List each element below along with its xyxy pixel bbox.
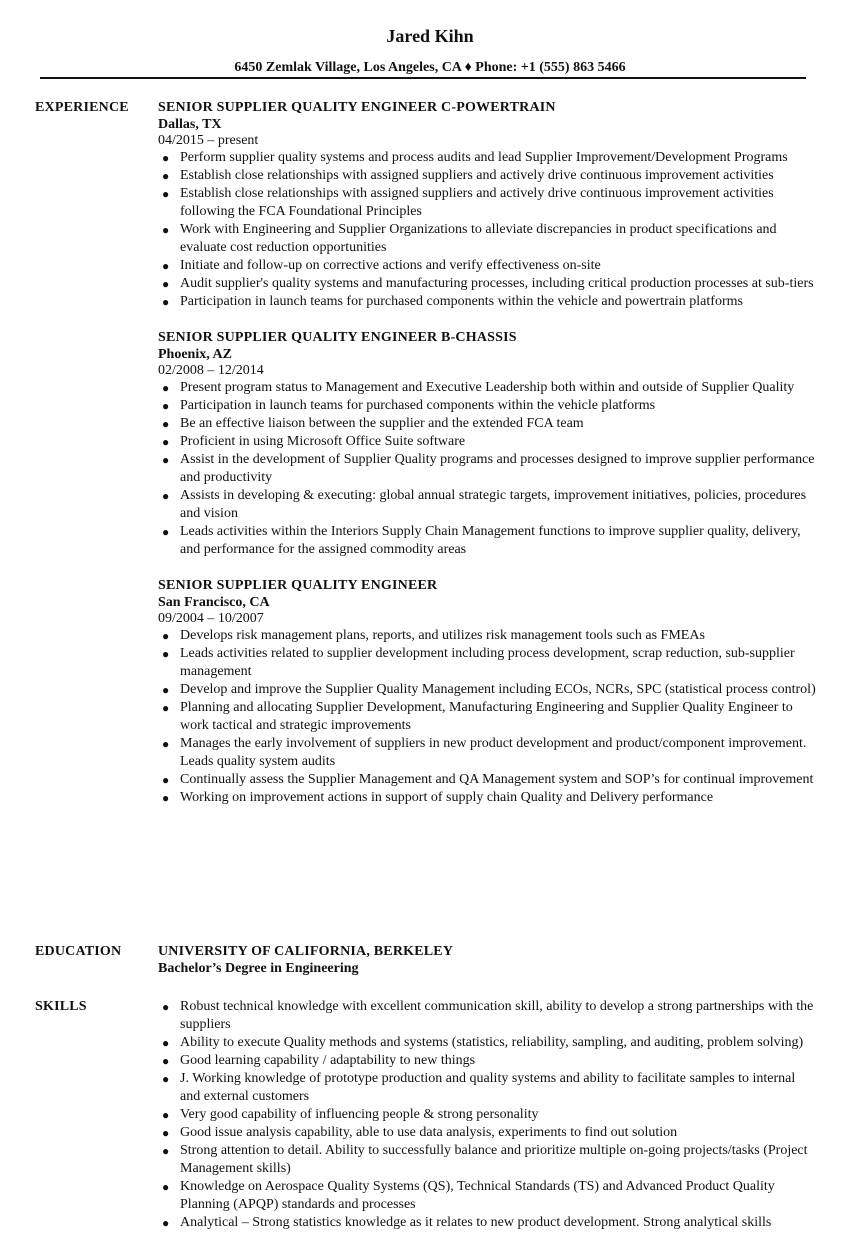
bullet-icon: ● xyxy=(162,791,170,805)
job-entry xyxy=(158,577,818,807)
bullet-item: ● Audit supplier's quality systems and manufacturing processes, including critical production processes at sub-tiers xyxy=(162,276,814,291)
contact-line: 6450 Zemlak Village, Los Angeles, CA ♦ Phone: +1 (555) 863 5466 xyxy=(234,60,626,75)
skill-item: ● Ability to execute Quality methods and systems (statistics, reliability, sampling, and auditing, problem solving) xyxy=(162,1035,804,1050)
bullet-item: ● Perform supplier quality systems and process audits and lead Supplier Improvement/Development Programs xyxy=(162,150,788,165)
education-body xyxy=(158,943,818,977)
bullet-icon: ● xyxy=(162,1000,170,1014)
bullet-item: ● Assists in developing & executing: global annual strategic targets, improvement initiatives, policies, procedures and vision xyxy=(162,488,807,521)
job-location: Dallas, TX xyxy=(158,117,222,132)
bullet-item: ● Assist in the development of Supplier Quality programs and processes designed to improve supplier performance and productivity xyxy=(162,452,815,485)
bullet-item: ● Develop and improve the Supplier Quality Management including ECOs, NCRs, SPC (statistical process control) xyxy=(162,682,816,697)
job-title: SENIOR SUPPLIER QUALITY ENGINEER C-POWERTRAIN xyxy=(158,100,556,115)
job-entry xyxy=(158,329,818,559)
experience-heading: EXPERIENCE xyxy=(35,100,129,115)
skills-heading: SKILLS xyxy=(35,999,87,1014)
bullet-item: ● Establish close relationships with assigned suppliers and actively drive continuous improvement activities following the FCA Foundational Principles xyxy=(162,186,774,219)
bullet-icon: ● xyxy=(162,683,170,697)
job-dates: 09/2004 – 10/2007 xyxy=(158,611,264,626)
candidate-name: Jared Kihn xyxy=(386,26,474,46)
skills-body xyxy=(158,998,818,1232)
bullet-icon: ● xyxy=(162,525,170,539)
bullet-item: ● Leads activities related to supplier development including process development, scrap reduction, sub-supplier management xyxy=(162,646,795,679)
bullet-item: ● Initiate and follow-up on corrective actions and verify effectiveness on-site xyxy=(162,258,601,273)
bullet-item: ● Present program status to Management and Executive Leadership both within and outside of Supplier Quality xyxy=(162,380,795,395)
bullet-icon: ● xyxy=(162,1180,170,1194)
skill-item: ● Analytical – Strong statistics knowledge as it relates to new product development. Strong analytical skills xyxy=(162,1215,772,1230)
bullet-icon: ● xyxy=(162,381,170,395)
bullet-icon: ● xyxy=(162,1144,170,1158)
bullet-item: ● Proficient in using Microsoft Office Suite software xyxy=(162,434,466,449)
bullet-item: ● Be an effective liaison between the supplier and the extended FCA team xyxy=(162,416,584,431)
job-dates: 04/2015 – present xyxy=(158,133,259,148)
job-title: SENIOR SUPPLIER QUALITY ENGINEER B-CHASSIS xyxy=(158,330,517,345)
skills-list xyxy=(158,998,818,1232)
bullet-icon: ● xyxy=(162,277,170,291)
skill-item: ● Strong attention to detail. Ability to successfully balance and prioritize multiple on-going projects/tasks (Project Management skills) xyxy=(162,1143,808,1176)
bullet-icon: ● xyxy=(162,1054,170,1068)
skill-item: ● Good learning capability / adaptability to new things xyxy=(162,1053,476,1068)
bullet-icon: ● xyxy=(162,773,170,787)
bullet-icon: ● xyxy=(162,1036,170,1050)
bullet-icon: ● xyxy=(162,701,170,715)
job-dates: 02/2008 – 12/2014 xyxy=(158,363,264,378)
bullet-icon: ● xyxy=(162,629,170,643)
education-heading: EDUCATION xyxy=(35,944,122,959)
bullet-icon: ● xyxy=(162,453,170,467)
experience-body xyxy=(158,99,818,825)
bullet-icon: ● xyxy=(162,1108,170,1122)
job-location: San Francisco, CA xyxy=(158,595,270,610)
job-bullets xyxy=(158,149,818,311)
skill-item: ● J. Working knowledge of prototype production and quality systems and ability to facilitate samples to internal and external customers xyxy=(162,1071,796,1104)
bullet-icon: ● xyxy=(162,399,170,413)
bullet-icon: ● xyxy=(162,489,170,503)
bullet-icon: ● xyxy=(162,259,170,273)
bullet-item: ● Continually assess the Supplier Management and QA Management system and SOP’s for continual improvement xyxy=(162,772,814,787)
bullet-item: ● Participation in launch teams for purchased components within the vehicle platforms xyxy=(162,398,656,413)
bullet-item: ● Develops risk management plans, reports, and utilizes risk management tools such as FMEAs xyxy=(162,628,705,643)
bullet-item: ● Manages the early involvement of suppliers in new product development and product/component improvement. Leads quality system audits xyxy=(162,736,807,769)
job-location: Phoenix, AZ xyxy=(158,347,232,362)
bullet-item: ● Leads activities within the Interiors Supply Chain Management functions to improve supplier quality, delivery, and performance for the assigned commodity areas xyxy=(162,524,801,557)
bullet-item: ● Participation in launch teams for purchased components within the vehicle and powertrain platforms xyxy=(162,294,743,309)
bullet-icon: ● xyxy=(162,1072,170,1086)
bullet-icon: ● xyxy=(162,1126,170,1140)
bullet-item: ● Planning and allocating Supplier Development, Manufacturing Engineering and Supplier Quality Engineer to work tactical and strategic improvements xyxy=(162,700,793,733)
skill-item: ● Very good capability of influencing people & strong personality xyxy=(162,1107,539,1122)
bullet-icon: ● xyxy=(162,435,170,449)
bullet-icon: ● xyxy=(162,223,170,237)
degree-name: Bachelor’s Degree in Engineering xyxy=(158,961,359,976)
bullet-item: ● Work with Engineering and Supplier Organizations to alleviate discrepancies in product specifications and evaluate cost reduction opportunities xyxy=(162,222,777,255)
skill-item: ● Good issue analysis capability, able to use data analysis, experiments to find out solution xyxy=(162,1125,678,1140)
job-entry xyxy=(158,99,818,311)
school-name: UNIVERSITY OF CALIFORNIA, BERKELEY xyxy=(158,944,454,959)
skill-item: ● Knowledge on Aerospace Quality Systems (QS), Technical Standards (TS) and Advanced Product Quality Planning (APQP) standards and processes xyxy=(162,1179,775,1212)
bullet-icon: ● xyxy=(162,737,170,751)
bullet-icon: ● xyxy=(162,295,170,309)
bullet-icon: ● xyxy=(162,151,170,165)
bullet-icon: ● xyxy=(162,169,170,183)
bullet-icon: ● xyxy=(162,187,170,201)
header-divider xyxy=(40,77,806,79)
bullet-item: ● Working on improvement actions in support of supply chain Quality and Delivery performance xyxy=(162,790,714,805)
job-bullets xyxy=(158,627,818,807)
bullet-icon: ● xyxy=(162,417,170,431)
bullet-item: ● Establish close relationships with assigned suppliers and actively drive continuous improvement activities xyxy=(162,168,774,183)
job-title: SENIOR SUPPLIER QUALITY ENGINEER xyxy=(158,578,438,593)
skill-item: ● Robust technical knowledge with excellent communication skill, ability to develop a strong partnerships with the suppliers xyxy=(162,999,814,1032)
bullet-icon: ● xyxy=(162,647,170,661)
job-bullets xyxy=(158,379,818,559)
bullet-icon: ● xyxy=(162,1216,170,1230)
